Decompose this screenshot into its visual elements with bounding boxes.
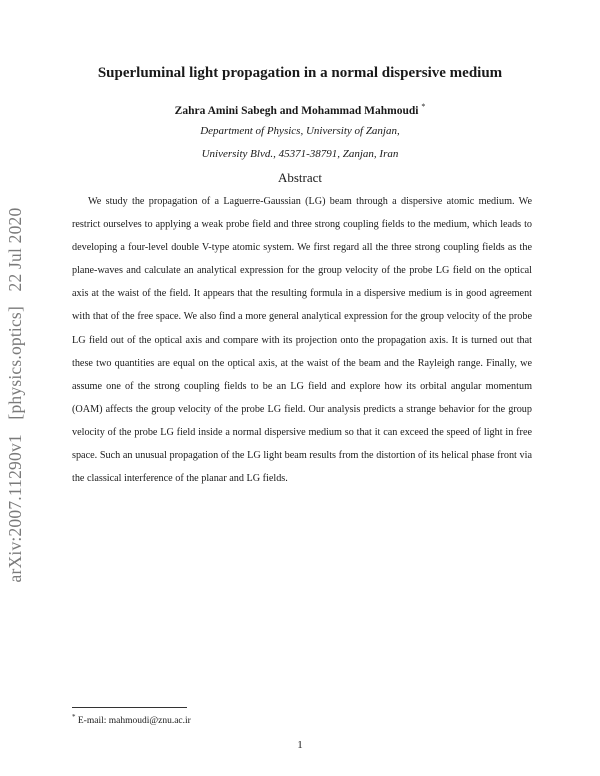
affiliation-line-1: Department of Physics, University of Zanjan, — [200, 125, 400, 137]
footnote-divider — [72, 707, 187, 708]
author-footnote-mark: * — [421, 102, 426, 111]
author-names: Zahra Amini Sabegh and Mohammad Mahmoudi — [174, 104, 419, 117]
footnote-email: E-mail: mahmoudi@znu.ac.ir — [77, 716, 191, 727]
abstract-text: We study the propagation of a Laguerre-Gaussian (LG) beam through a dispersive atomic medium. We restrict ourselves to applying a weak probe field and three strong coupling fields to the medium, which leads to developing a four-level double V-type atomic system. We first regard all the three strong coupling fields as the plane-waves and calculate an analytical expression for the group velocity of the probe LG field on the optical axis at the waist of the field. It appears that the resulting formula in a dispersive medium is in good agreement with that of the free space. We also find a more general analytical expression for the group velocity of the probe LG field out of the optical axis and compare with its projection onto the propagation axis. It is turned out that these two quantities are equal on the optical axis, at the waist of the beam and the Rayleigh range. Finally, we assume one of the strong coupling fields to be an LG field and explore how its orbital angular momentum (OAM) affects the group velocity of the probe LG field. Our analysis predicts a strange behavior for the group velocity of the probe LG field inside a normal dispersive medium so that it can exceed the speed of light in free space. Such an unusual propagation of the LG light beam results from the distortion of its helical phase front via the classical interference of the planar and LG fields. — [72, 196, 532, 485]
arxiv-category: [physics.optics] — [5, 306, 25, 420]
affiliation-line-2: University Blvd., 45371-38791, Zanjan, Iran — [201, 148, 399, 160]
arxiv-identifier-stamp — [5, 198, 26, 583]
abstract-heading: Abstract — [277, 170, 323, 185]
paper-title: Superluminal light propagation in a normal dispersive medium — [97, 65, 503, 81]
footnote-mark: * — [72, 713, 76, 721]
arxiv-id: arXiv:2007.11290v1 — [5, 434, 25, 583]
arxiv-date: 22 Jul 2020 — [5, 207, 25, 292]
footnote — [72, 713, 191, 726]
author-list — [0, 102, 600, 117]
page-number: 1 — [297, 739, 303, 751]
